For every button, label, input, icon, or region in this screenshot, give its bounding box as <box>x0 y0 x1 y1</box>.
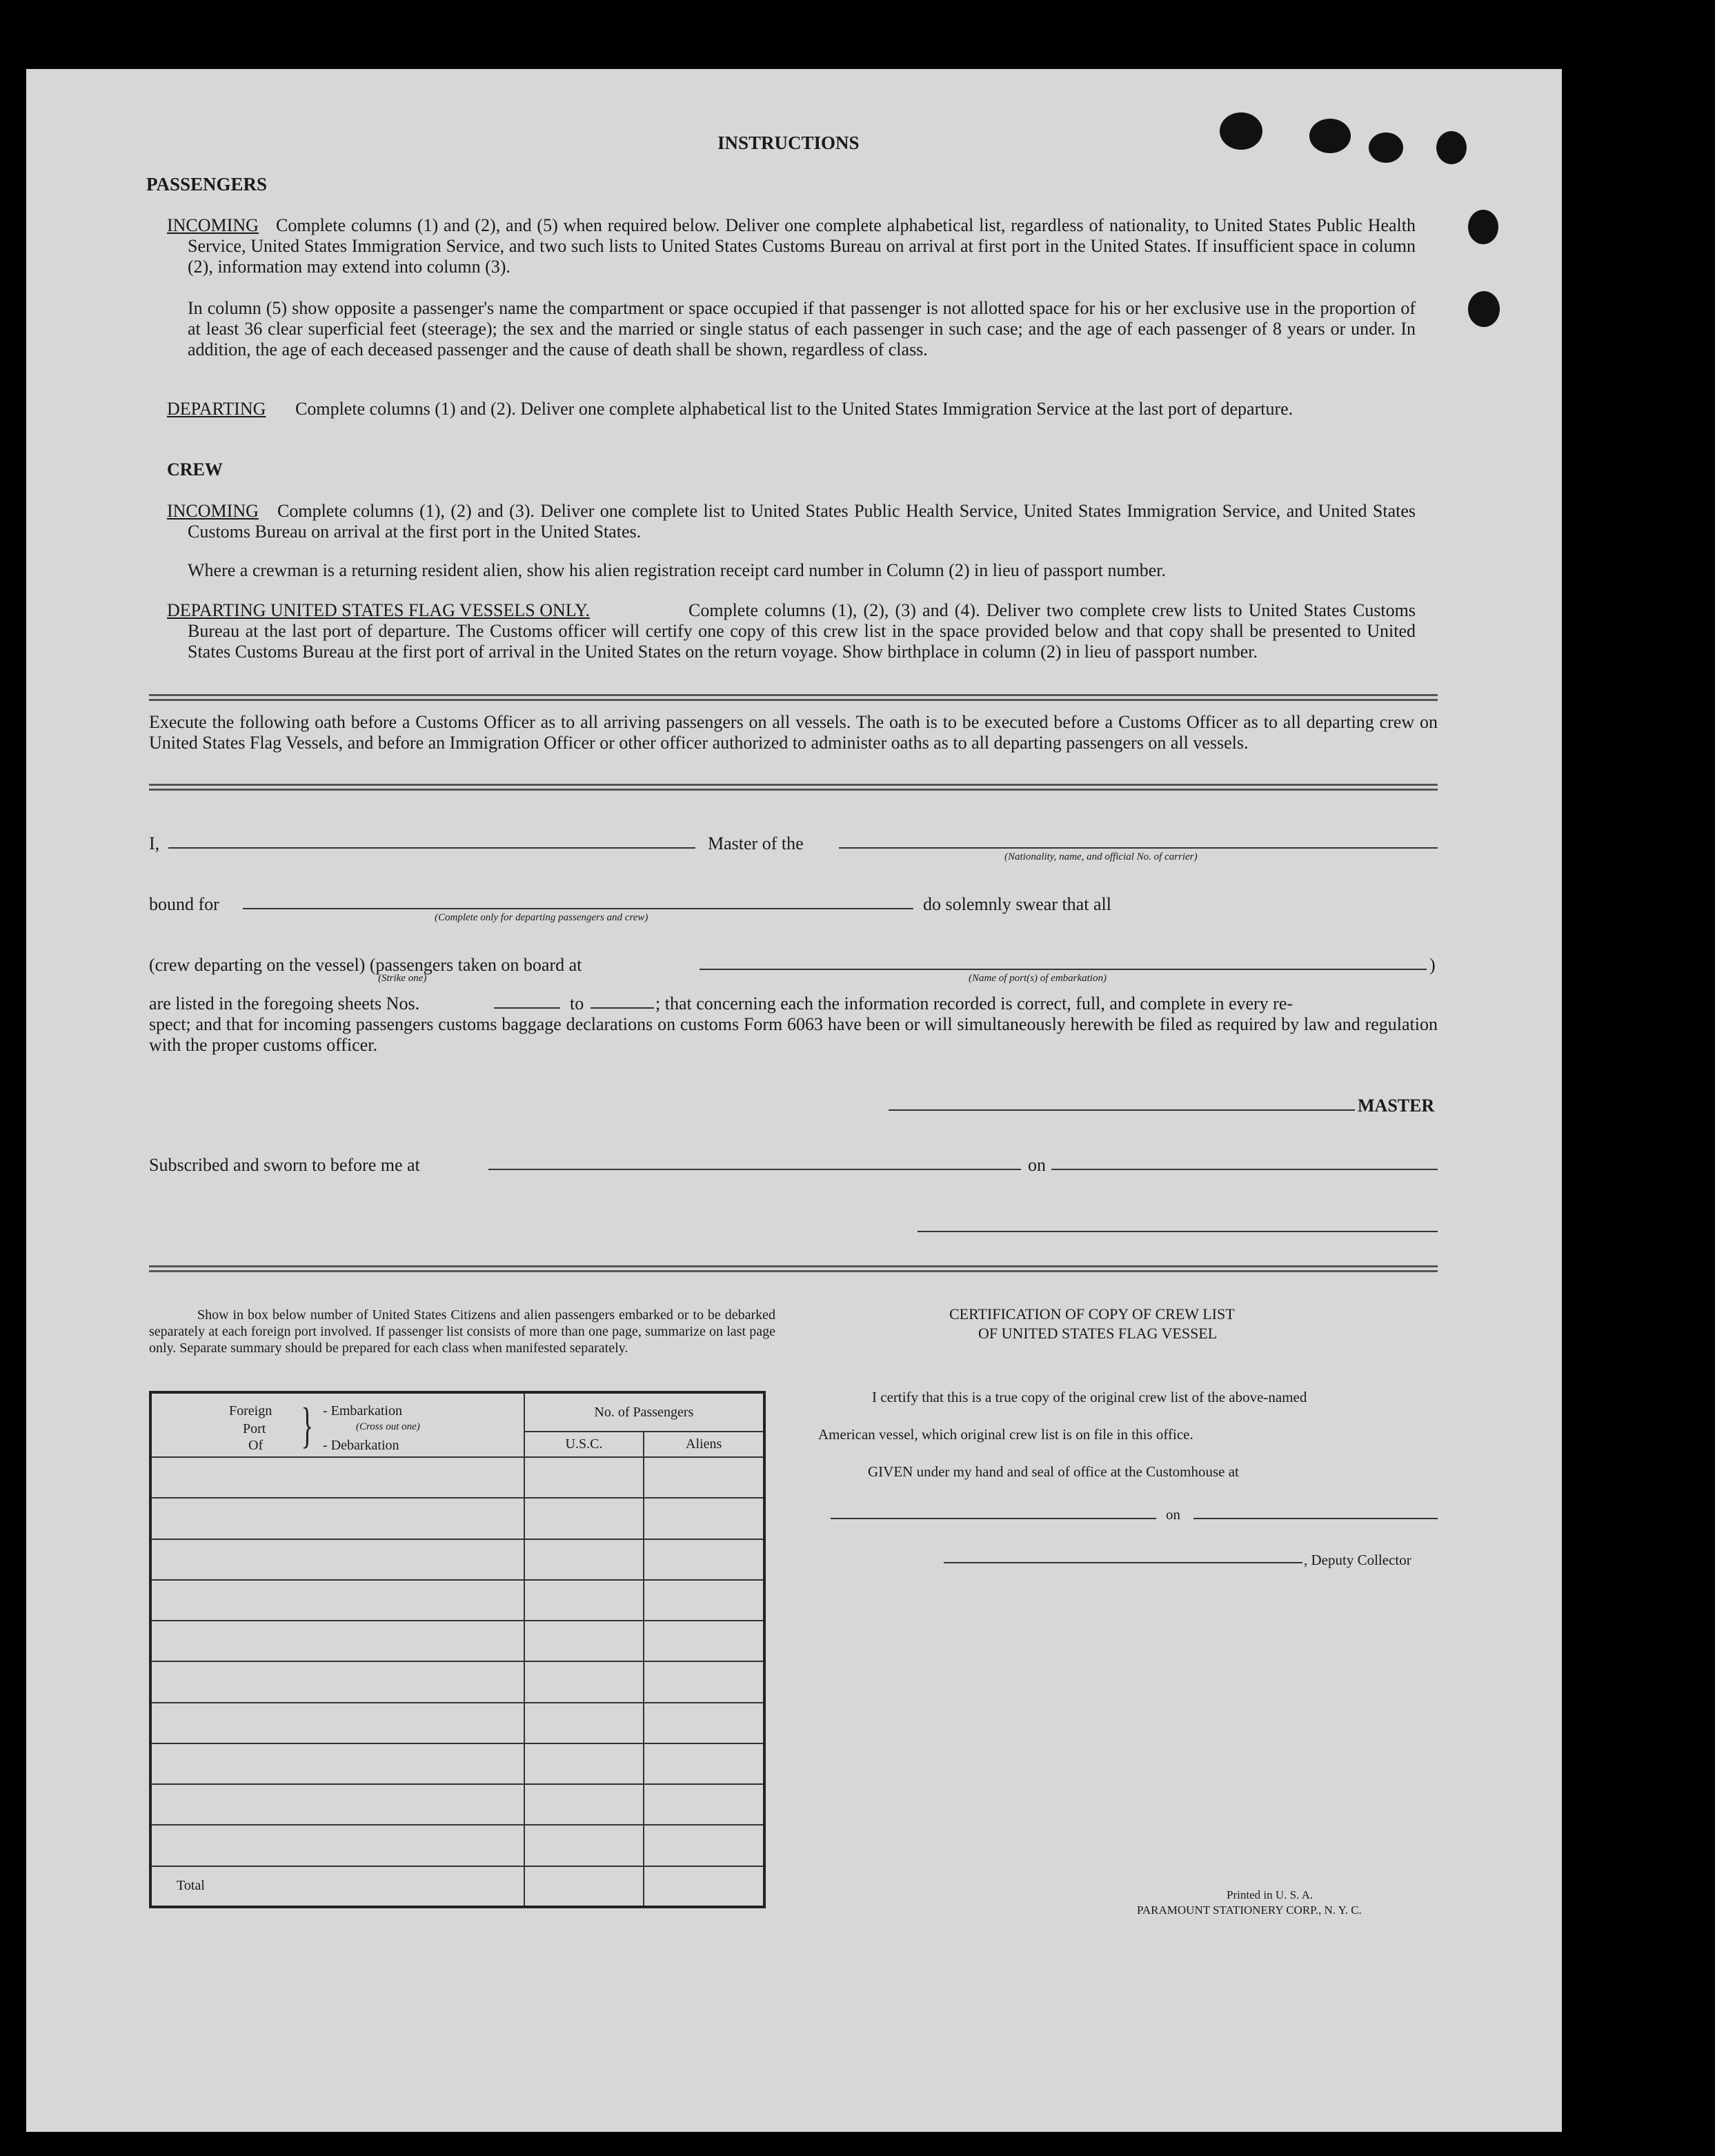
crew-passengers-label: (crew departing on the vessel) (passengers taken on board at <box>149 955 582 975</box>
punch-hole <box>1220 112 1262 150</box>
bound-for-caption: (Complete only for departing passengers and crew) <box>435 912 648 923</box>
bound-for-label: bound for <box>149 894 219 914</box>
usc-cell[interactable] <box>524 1621 644 1661</box>
usc-cell[interactable] <box>524 1580 644 1621</box>
passengers-incoming-label: INCOMING <box>167 215 259 235</box>
usc-cell[interactable] <box>524 1539 644 1580</box>
of-label: Of <box>248 1438 264 1453</box>
usc-header: U.S.C. <box>524 1432 644 1457</box>
aliens-cell[interactable] <box>644 1784 764 1825</box>
foreign-port-header <box>150 1392 524 1457</box>
carrier-caption: (Nationality, name, and official No. of carrier) <box>1004 851 1198 862</box>
aliens-cell[interactable] <box>644 1498 764 1539</box>
aliens-cell[interactable] <box>644 1743 764 1784</box>
certification-line-2: American vessel, which original crew list is on file in this office. <box>818 1426 1193 1443</box>
port-cell[interactable] <box>150 1498 524 1539</box>
total-usc-cell[interactable] <box>524 1866 644 1907</box>
sworn-on-field[interactable] <box>1051 1169 1438 1170</box>
sworn-on-label: on <box>1028 1155 1046 1175</box>
passengers-departing-text: Complete columns (1) and (2). Deliver one complete alphabetical list to the United States Immigration Service at the last port of departure. <box>295 399 1293 419</box>
port-cell[interactable] <box>150 1580 524 1621</box>
master-name-field[interactable] <box>168 847 695 849</box>
deputy-signature-field[interactable] <box>944 1562 1302 1563</box>
punch-hole <box>1436 131 1467 164</box>
punch-hole <box>1468 291 1500 327</box>
listed-label: are listed in the foregoing sheets Nos. <box>149 993 420 1013</box>
ports-caption: (Name of port(s) of embarkation) <box>969 973 1107 984</box>
passengers-column5-text: In column (5) show opposite a passenger's name the compartment or space occupied if that passenger is not allotted space for his or her exclusive use in the proportion of at least 36 clear superficial feet (steerage); the sex and the married or single status of each passenger in such case; and the age of each passenger of 8 years or under. In addition, the age of each deceased passenger and the cause of death shall be shown, regardless of class. <box>188 298 1416 359</box>
port-cell[interactable] <box>150 1539 524 1580</box>
aliens-cell[interactable] <box>644 1621 764 1661</box>
carrier-field[interactable] <box>839 847 1438 849</box>
officer-signature-field[interactable] <box>918 1231 1438 1232</box>
usc-cell[interactable] <box>524 1743 644 1784</box>
cross-out-caption: (Cross out one) <box>356 1421 420 1432</box>
master-of-the-label: Master of the <box>708 833 804 853</box>
aliens-cell[interactable] <box>644 1539 764 1580</box>
usc-cell[interactable] <box>524 1661 644 1702</box>
punch-hole <box>1468 210 1498 244</box>
crew-incoming-label: INCOMING <box>167 501 259 521</box>
aliens-cell[interactable] <box>644 1457 764 1498</box>
crew-departing-label: DEPARTING UNITED STATES FLAG VESSELS ONLY. <box>167 600 590 620</box>
deputy-collector-label: , Deputy Collector <box>1304 1552 1411 1568</box>
certification-line-1: I certify that this is a true copy of the original crew list of the above-named <box>872 1389 1307 1405</box>
oath-i-label: I, <box>149 833 160 853</box>
total-aliens-cell[interactable] <box>644 1866 764 1907</box>
passenger-summary-table <box>149 1391 766 1908</box>
crew-departing-text: Complete columns (1), (2), (3) and (4). Deliver two complete crew lists to United States Customs Bureau at the last port of departure. The Customs officer will certify one copy of this crew list in the space provided below and that copy shall be presented to United States Customs Bureau at the first port of arrival in the United States on the return voyage. Show birthplace in column (2) in lieu of passport number. <box>188 600 1416 662</box>
port-cell[interactable] <box>150 1661 524 1702</box>
page-title: INSTRUCTIONS <box>717 132 860 153</box>
bound-for-field[interactable] <box>243 908 913 909</box>
certification-line-3: GIVEN under my hand and seal of office at the Customhouse at <box>868 1463 1239 1480</box>
listed-label-cont: ; that concerning each the information recorded is correct, full, and complete in every re- <box>655 993 1293 1013</box>
port-cell[interactable] <box>150 1743 524 1784</box>
solemnly-swear-label: do solemnly swear that all <box>923 894 1111 914</box>
section-divider <box>149 694 1438 701</box>
subscribed-label: Subscribed and sworn to before me at <box>149 1155 420 1175</box>
port-cell[interactable] <box>150 1457 524 1498</box>
sworn-at-field[interactable] <box>488 1169 1021 1170</box>
no-passengers-header: No. of Passengers <box>524 1392 764 1432</box>
passengers-departing-label: DEPARTING <box>167 399 266 419</box>
total-label: Total <box>150 1866 524 1907</box>
usc-cell[interactable] <box>524 1784 644 1825</box>
section-divider <box>149 1265 1438 1272</box>
embarkation-ports-field[interactable] <box>700 969 1427 970</box>
embarkation-label: - Embarkation <box>323 1403 402 1418</box>
aliens-cell[interactable] <box>644 1580 764 1621</box>
certification-date-field[interactable] <box>1193 1518 1438 1519</box>
master-label: MASTER <box>1358 1096 1435 1116</box>
sheet-to-field[interactable] <box>591 1007 654 1009</box>
port-cell[interactable] <box>150 1784 524 1825</box>
port-cell[interactable] <box>150 1825 524 1866</box>
section-divider <box>149 784 1438 791</box>
aliens-cell[interactable] <box>644 1825 764 1866</box>
oath-instructions: Execute the following oath before a Customs Officer as to all arriving passengers on all vessels. The oath is to be executed before a Customs Officer as to all departing crew on United States Flag Vessels, and before an Immigration Officer or other officer authorized to administer oaths as to all departing passengers on all vessels. <box>149 712 1438 753</box>
customhouse-field[interactable] <box>831 1518 1156 1519</box>
sheet-from-field[interactable] <box>494 1007 560 1009</box>
crew-heading: CREW <box>167 459 223 479</box>
listed-to-label: to <box>570 993 584 1013</box>
passengers-incoming-text: Complete columns (1) and (2), and (5) when required below. Deliver one complete alphabetical list, regardless of nationality, to United States Public Health Service, United States Immigration Service, and two such lists to United States Customs Bureau on arrival at first port in the United States. If insufficient space in column (2), information may extend into column (3). <box>188 215 1416 277</box>
passengers-heading: PASSENGERS <box>146 174 268 195</box>
certification-on-label: on <box>1166 1506 1180 1523</box>
printer-name: PARAMOUNT STATIONERY CORP., N. Y. C. <box>1137 1903 1362 1917</box>
certification-title-2: OF UNITED STATES FLAG VESSEL <box>978 1325 1218 1342</box>
usc-cell[interactable] <box>524 1825 644 1866</box>
aliens-header: Aliens <box>644 1432 764 1457</box>
aliens-cell[interactable] <box>644 1703 764 1743</box>
debarkation-label: - Debarkation <box>323 1438 399 1453</box>
brace-icon: } <box>301 1398 313 1453</box>
port-cell[interactable] <box>150 1621 524 1661</box>
printed-in-usa: Printed in U. S. A. <box>1227 1888 1313 1901</box>
usc-cell[interactable] <box>524 1457 644 1498</box>
close-paren: ) <box>1429 955 1436 975</box>
usc-cell[interactable] <box>524 1498 644 1539</box>
strike-one-caption: (Strike one) <box>378 973 427 984</box>
summary-instructions: Show in box below number of United States Citizens and alien passengers embarked or to be debarked separately at each foreign port involved. If passenger list consists of more than one page, summarize on last page only. Separate summary should be prepared for each class when manifested separately. <box>149 1307 775 1356</box>
listed-text-rest: spect; and that for incoming passengers customs baggage declarations on customs Form 6063 have been or will simultaneously herewith be filed as required by law and regulation with the proper customs officer. <box>149 1014 1438 1055</box>
foreign-label: Foreign <box>229 1403 272 1418</box>
port-cell[interactable] <box>150 1703 524 1743</box>
punch-hole <box>1369 132 1403 163</box>
punch-hole <box>1309 119 1351 153</box>
master-signature-field[interactable] <box>889 1109 1355 1111</box>
port-label: Port <box>243 1421 266 1436</box>
crew-resident-text: Where a crewman is a returning resident alien, show his alien registration receipt card number in Column (2) in lieu of passport number. <box>188 560 1167 580</box>
certification-title-1: CERTIFICATION OF COPY OF CREW LIST <box>949 1305 1235 1323</box>
aliens-cell[interactable] <box>644 1661 764 1702</box>
usc-cell[interactable] <box>524 1703 644 1743</box>
crew-incoming-text: Complete columns (1), (2) and (3). Deliver one complete list to United States Public Health Service, United States Immigration Service, and United States Customs Bureau on arrival at the first port in the United States. <box>188 501 1416 542</box>
